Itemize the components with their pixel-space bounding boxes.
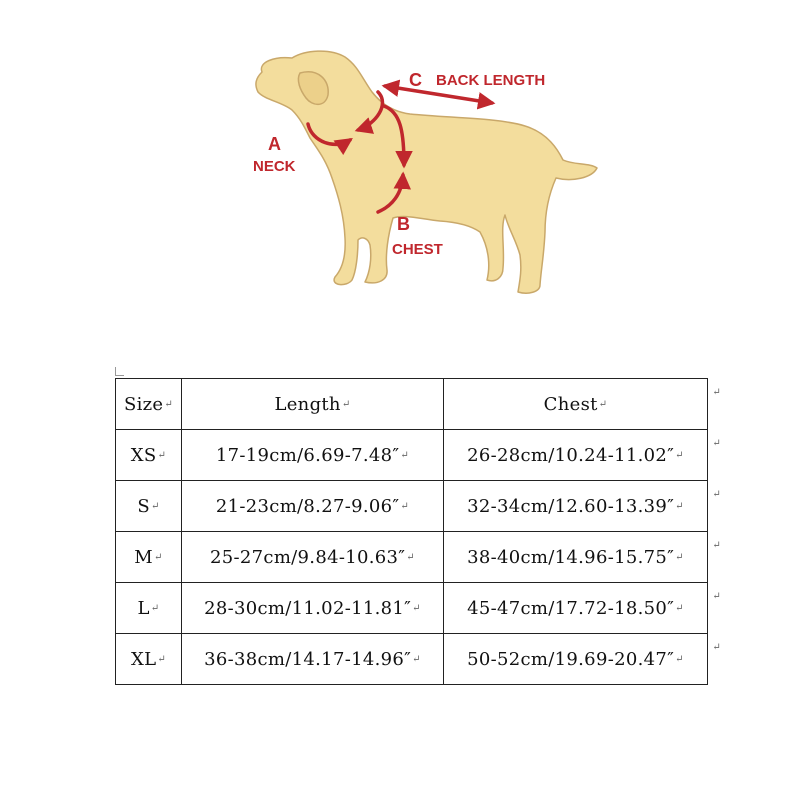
- table-row: [116, 481, 708, 532]
- header-length: Length↵: [182, 379, 444, 430]
- size-chart-table: [115, 378, 721, 685]
- table-row: [116, 634, 708, 685]
- length-cell: 28-30cm/11.02-11.81″↵: [182, 583, 444, 634]
- table-row: [116, 532, 708, 583]
- header-chest: Chest↵ ↵: [444, 379, 708, 430]
- label-neck: NECK: [253, 158, 296, 175]
- label-chest: CHEST: [392, 241, 443, 258]
- length-cell: 17-19cm/6.69-7.48″↵: [182, 430, 444, 481]
- chest-cell: 26-28cm/10.24-11.02″↵ ↵: [444, 430, 708, 481]
- label-c-letter: C: [409, 70, 422, 90]
- length-cell: 36-38cm/14.17-14.96″↵: [182, 634, 444, 685]
- label-b-letter: B: [397, 214, 410, 234]
- size-cell: S↵: [116, 481, 182, 532]
- table-header-row: [116, 379, 708, 430]
- length-cell: 21-23cm/8.27-9.06″↵: [182, 481, 444, 532]
- size-cell: XS↵: [116, 430, 182, 481]
- length-cell: 25-27cm/9.84-10.63″↵: [182, 532, 444, 583]
- size-cell: XL↵: [116, 634, 182, 685]
- size-cell: L↵: [116, 583, 182, 634]
- table-row: [116, 430, 708, 481]
- chest-cell: 45-47cm/17.72-18.50″↵ ↵: [444, 583, 708, 634]
- chest-cell: 38-40cm/14.96-15.75″↵ ↵: [444, 532, 708, 583]
- table-row: [116, 583, 708, 634]
- chest-cell: 50-52cm/19.69-20.47″↵ ↵: [444, 634, 708, 685]
- size-cell: M↵: [116, 532, 182, 583]
- table-anchor-mark: [115, 367, 124, 376]
- chest-cell: 32-34cm/12.60-13.39″↵ ↵: [444, 481, 708, 532]
- label-a-letter: A: [268, 134, 281, 154]
- label-back-length: BACK LENGTH: [436, 72, 546, 89]
- dog-measurement-diagram: [0, 0, 800, 330]
- header-size: Size↵: [116, 379, 182, 430]
